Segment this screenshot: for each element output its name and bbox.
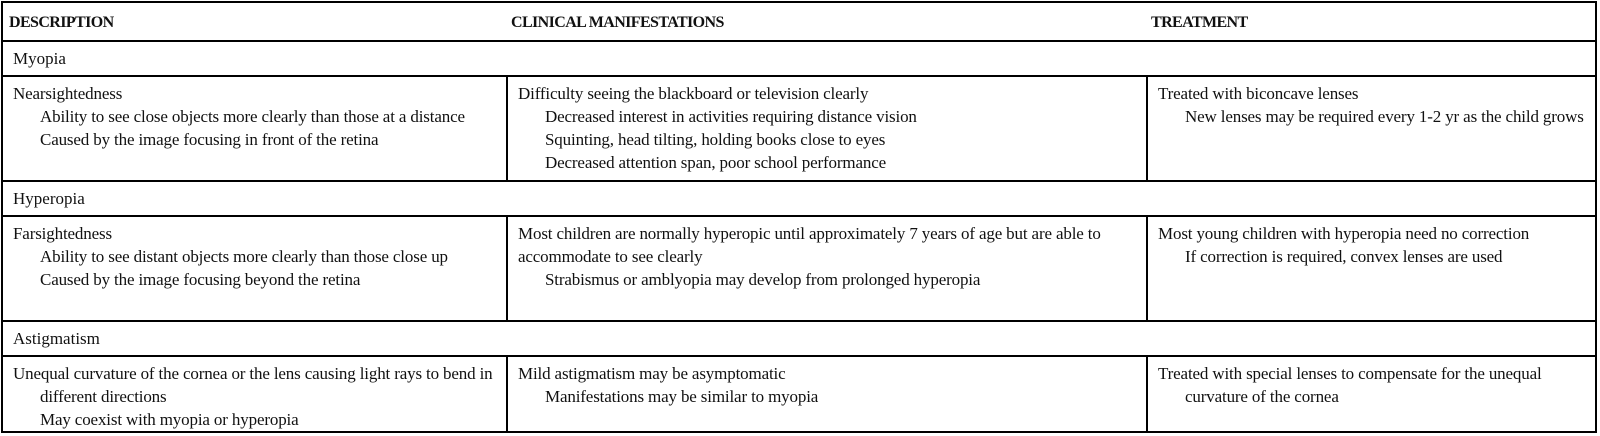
clinical-detail: Strabismus or amblyopia may develop from prolonged hyperopia — [545, 270, 981, 289]
treatment-cell — [1148, 77, 1595, 180]
description-main: Farsightedness — [13, 224, 112, 243]
header-treatment: TREATMENT — [1151, 14, 1248, 31]
table-header-row — [3, 3, 1595, 42]
table-row — [3, 77, 1595, 182]
header-clinical-manifestations: CLINICAL MANIFESTATIONS — [511, 14, 724, 31]
clinical-cell — [508, 357, 1148, 431]
clinical-main: Most children are normally hyperopic until approximately 7 years of age but are able to accommodate to see clearly — [518, 224, 1101, 266]
treatment-main: Treated with special lenses to compensate for the unequal curvature of the cornea — [1158, 364, 1542, 406]
section-title: Astigmatism — [13, 329, 100, 348]
header-description: DESCRIPTION — [9, 14, 114, 31]
treatment-main: Most young children with hyperopia need no correction — [1158, 224, 1530, 243]
clinical-main: Mild astigmatism may be asymptomatic — [518, 364, 786, 383]
description-cell — [3, 77, 508, 180]
section-title: Myopia — [13, 49, 66, 68]
treatment-cell — [1148, 217, 1595, 320]
description-detail: Caused by the image focusing in front of the retina — [40, 130, 379, 149]
clinical-cell — [508, 217, 1148, 320]
description-cell — [3, 357, 508, 431]
description-detail: May coexist with myopia or hyperopia — [40, 410, 299, 429]
clinical-detail: Decreased interest in activities requiring distance vision — [545, 107, 917, 126]
table-row — [3, 217, 1595, 322]
treatment-main: Treated with biconcave lenses — [1158, 84, 1359, 103]
section-heading-astigmatism — [3, 322, 1595, 357]
section-heading-hyperopia — [3, 182, 1595, 217]
treatment-detail: New lenses may be required every 1-2 yr as the child grows — [1185, 107, 1584, 126]
description-cell — [3, 217, 508, 320]
treatment-detail: If correction is required, convex lenses are used — [1185, 247, 1503, 266]
description-detail: Caused by the image focusing beyond the retina — [40, 270, 361, 289]
description-main: Nearsightedness — [13, 84, 123, 103]
description-detail: Ability to see distant objects more clearly than those close up — [40, 247, 448, 266]
treatment-cell — [1148, 357, 1595, 431]
clinical-main: Difficulty seeing the blackboard or television clearly — [518, 84, 869, 103]
description-main: Unequal curvature of the cornea or the lens causing light rays to bend in different directions — [13, 364, 493, 406]
clinical-detail: Decreased attention span, poor school performance — [545, 153, 887, 172]
clinical-detail: Manifestations may be similar to myopia — [545, 387, 819, 406]
section-heading-myopia — [3, 42, 1595, 77]
refractive-errors-table — [1, 1, 1597, 433]
section-title: Hyperopia — [13, 189, 85, 208]
clinical-detail: Squinting, head tilting, holding books close to eyes — [545, 130, 886, 149]
description-detail: Ability to see close objects more clearly than those at a distance — [40, 107, 465, 126]
table-row — [3, 357, 1595, 431]
clinical-cell — [508, 77, 1148, 180]
